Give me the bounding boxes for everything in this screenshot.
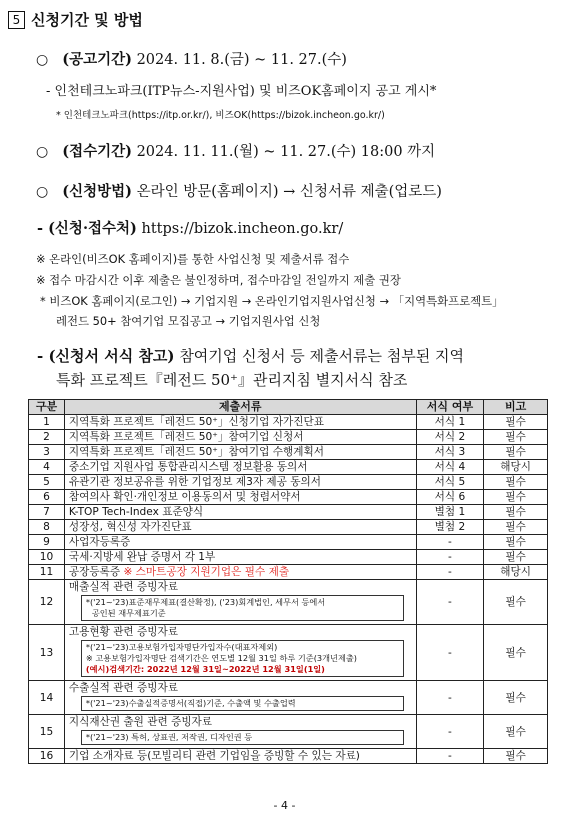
method-value: 온라인 방문(홈페이지) → 신청서류 제출(업로드) — [136, 184, 442, 200]
search-period-example: (예시)검색기간: 2022년 12월 31일~2022년 12월 31일(1일) — [85, 664, 325, 674]
place-url[interactable]: https://bizok.incheon.go.kr/ — [141, 221, 344, 237]
table-row: 8 성장성, 혁신성 자가진단표 별첨 2 필수 — [29, 520, 548, 535]
table-row: 1 지역특화 프로젝트「레전드 50⁺」신청기업 자가진단표 서식 1 필수 — [29, 415, 548, 430]
table-row: 2 지역특화 프로젝트「레전드 50⁺」참여기업 신청서 서식 2 필수 — [29, 430, 548, 445]
submission-value: 2024. 11. 11.(월) ~ 11. 27.(수) 18:00 까지 — [136, 144, 436, 160]
submission-label: (접수기간) — [62, 143, 132, 160]
row-subnote: *('21~'23)수출실적증명서(직접)기준, 수출액 및 수출업력 — [81, 696, 404, 711]
announcement-value: 2024. 11. 8.(금) ~ 11. 27.(수) — [136, 52, 347, 68]
section-number: 5 — [8, 11, 25, 29]
documents-table — [28, 399, 548, 764]
reference-note-4: 레전드 50+ 참여기업 모집공고 → 기업지원사업 신청 — [56, 314, 321, 328]
table-row: 13 고용현황 관련 증빙자료 *('21~'23)고용보험가입자명단가입자수(대표자제외) ※ 고용보험가입자명단 검색기간은 연도별 12월 31일 하루 기준(3개년제출) (예시)검색기간: 2022년 12월 31일~2022년 12월 31일(1일) - 필수 — [29, 625, 548, 681]
table-row: 6 참여의사 확인·개인정보 이용동의서 및 청렴서약서 서식 6 필수 — [29, 490, 548, 505]
place-label: - (신청·접수처) — [37, 220, 137, 237]
application-method — [36, 180, 442, 201]
header-no: 구분 — [29, 400, 65, 415]
table-row: 16 기업 소개자료 등(모빌리티 관련 기업임을 증빙할 수 있는 자료) - 필수 — [29, 749, 548, 764]
table-row: 4 중소기업 지원사업 통합관리시스템 정보활용 동의서 서식 4 해당시 — [29, 460, 548, 475]
header-document: 제출서류 — [64, 400, 416, 415]
form-reference-line1 — [37, 345, 464, 366]
method-label: (신청방법) — [62, 183, 132, 200]
table-row: 3 지역특화 프로젝트「레전드 50⁺」참여기업 수행계획서 서식 3 필수 — [29, 445, 548, 460]
page-number: - 4 - — [273, 799, 296, 812]
header-note: 비고 — [484, 400, 548, 415]
announcement-note: * 인천테크노파크(https://itp.or.kr/), 비즈OK(https://bizok.incheon.go.kr/) — [56, 110, 385, 121]
form-ref-label: - (신청서 서식 참고) — [37, 347, 175, 365]
table-row: 12 매출실적 관련 증빙자료 *('21~'23)표준재무제표(결산확정), ('23)회계법인, 세무서 등에서 공인된 재무제표기준 - 필수 — [29, 580, 548, 625]
form-reference-line2: 특화 프로젝트『레전드 50⁺』관리지침 별지서식 참조 — [56, 371, 408, 389]
bullet-circle: ○ — [36, 144, 49, 160]
reference-note-3: * 비즈OK 홈페이지(로그인) → 기업지원 → 온라인기업지원사업신청 → 「지역특화프로젝트」 — [40, 294, 504, 308]
announcement-period — [36, 48, 347, 69]
row-subnote: *('21~'23)고용보험가입자명단가입자수(대표자제외) ※ 고용보험가입자명단 검색기간은 연도별 12월 31일 하루 기준(3개년제출) (예시)검색기간: 2022년 12월 31일~2022년 12월 31일(1일) — [81, 640, 404, 677]
section-heading — [8, 9, 143, 30]
header-form: 서식 여부 — [416, 400, 484, 415]
table-row: 15 지식재산권 출원 관련 증빙자료 *('21~'23) 특허, 상표권, 저작권, 디자인권 등 - 필수 — [29, 715, 548, 749]
announcement-sub: - 인천테크노파크(ITP뉴스-지원사업) 및 비즈OK홈페이지 공고 게시* — [46, 84, 437, 99]
bullet-circle: ○ — [36, 52, 49, 68]
table-row: 7 K-TOP Tech-Index 표준양식 별첨 1 필수 — [29, 505, 548, 520]
smart-factory-highlight: ※ 스마트공장 지원기업은 필수 제출 — [123, 566, 290, 578]
form-ref-text: 참여기업 신청서 등 제출서류는 첨부된 지역 — [179, 347, 464, 365]
announcement-label: (공고기간) — [62, 51, 132, 68]
application-place — [37, 217, 343, 238]
submission-period — [36, 140, 435, 161]
reference-note-2: ※ 접수 마감시간 이후 제출은 불인정하며, 접수마감일 전일까지 제출 권장 — [36, 273, 401, 287]
table-header-row — [29, 400, 548, 415]
reference-note-1: ※ 온라인(비즈OK 홈페이지)를 통한 사업신청 및 제출서류 접수 — [36, 252, 350, 266]
table-row: 10 국세·지방세 완납 증명서 각 1부 - 필수 — [29, 550, 548, 565]
section-title: 신청기간 및 방법 — [31, 11, 143, 29]
table-row: 14 수출실적 관련 증빙자료 *('21~'23)수출실적증명서(직접)기준, 수출액 및 수출업력 - 필수 — [29, 681, 548, 715]
row-subnote: *('21~'23)표준재무제표(결산확정), ('23)회계법인, 세무서 등에서 공인된 재무제표기준 — [81, 595, 404, 621]
table-row: 11 공장등록증 ※ 스마트공장 지원기업은 필수 제출 - 해당시 — [29, 565, 548, 580]
table-row: 5 유관기관 정보공유를 위한 기업정보 제3자 제공 동의서 서식 5 필수 — [29, 475, 548, 490]
row-subnote: *('21~'23) 특허, 상표권, 저작권, 디자인권 등 — [81, 730, 404, 745]
bullet-circle: ○ — [36, 184, 49, 200]
table-row: 9 사업자등록증 - 필수 — [29, 535, 548, 550]
